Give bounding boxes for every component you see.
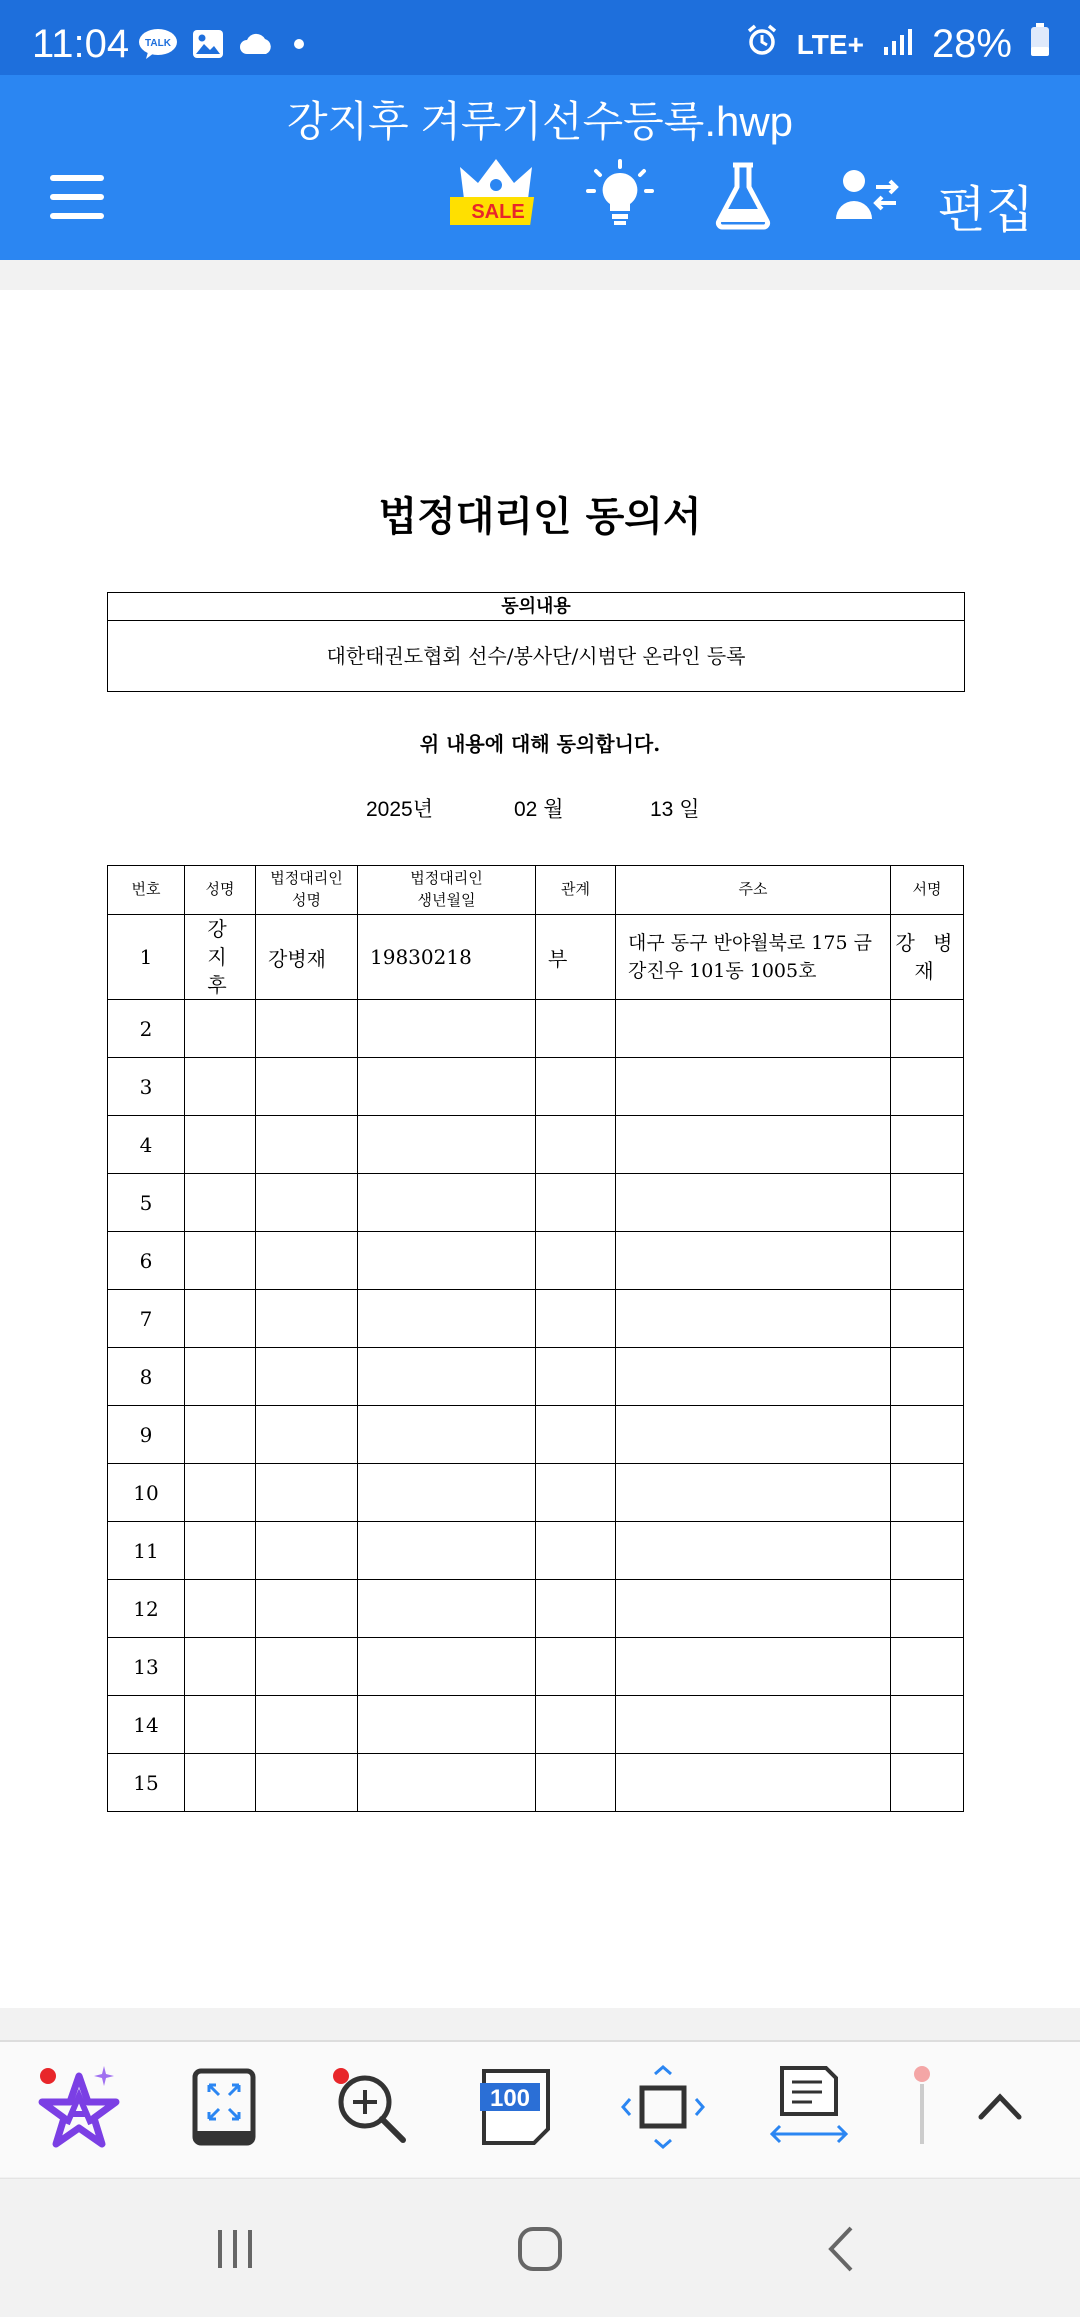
table-row xyxy=(108,1116,964,1174)
cell-no: 4 xyxy=(108,1116,185,1174)
cell-guardian-name xyxy=(256,1116,358,1174)
table-row xyxy=(108,1058,964,1116)
cell-guardian-name xyxy=(256,1638,358,1696)
cell-guardian-name xyxy=(256,1580,358,1638)
cell-guardian-name: 강병재 xyxy=(256,915,358,1000)
cell-guardian-birth xyxy=(358,1116,536,1174)
cloud-notification-icon xyxy=(238,32,274,61)
cell-no: 9 xyxy=(108,1406,185,1464)
cell-signature xyxy=(891,1406,964,1464)
cell-no: 11 xyxy=(108,1522,185,1580)
system-nav-bar xyxy=(0,2178,1080,2317)
agree-statement: 위 내용에 대해 동의합니다. xyxy=(419,732,661,756)
cell-name xyxy=(185,1000,256,1058)
header-no: 번호 xyxy=(108,866,185,915)
cell-guardian-birth xyxy=(358,1058,536,1116)
table-header-row xyxy=(108,866,964,915)
cell-guardian-name xyxy=(256,1348,358,1406)
table-row xyxy=(108,1000,964,1058)
header-guardian-name: 법정대리인 성명 xyxy=(256,866,358,915)
consent-header: 동의내용 xyxy=(108,593,964,621)
cell-guardian-name xyxy=(256,1174,358,1232)
consent-body: 대한태권도협회 선수/봉사단/시범단 온라인 등록 xyxy=(326,644,746,668)
status-time: 11:04 xyxy=(32,22,130,66)
cell-relation xyxy=(536,1348,616,1406)
cell-relation xyxy=(536,1232,616,1290)
cell-no: 14 xyxy=(108,1696,185,1754)
cell-address xyxy=(616,1696,891,1754)
chevron-up-icon[interactable] xyxy=(970,2062,1030,2152)
cell-no: 3 xyxy=(108,1058,185,1116)
cell-address xyxy=(616,1406,891,1464)
cell-address xyxy=(616,1638,891,1696)
battery-icon xyxy=(1030,22,1050,67)
cell-address: 대구 동구 반야월북로 175 금강진우 101동 1005호 xyxy=(616,915,891,1000)
cell-guardian-birth xyxy=(358,1232,536,1290)
cell-signature xyxy=(891,1116,964,1174)
cell-name: 강 지 후 xyxy=(185,915,256,1000)
cell-relation xyxy=(536,1754,616,1812)
premium-sale-button[interactable] xyxy=(450,155,542,235)
fit-screen-icon[interactable] xyxy=(184,2062,264,2152)
cell-relation xyxy=(536,1116,616,1174)
back-icon[interactable] xyxy=(812,2221,872,2277)
cell-relation xyxy=(536,1000,616,1058)
table-row xyxy=(108,1464,964,1522)
cell-address xyxy=(616,1348,891,1406)
cell-relation xyxy=(536,1522,616,1580)
cell-signature xyxy=(891,1348,964,1406)
header-guardian-birth: 법정대리인 생년월일 xyxy=(358,866,536,915)
cell-no: 8 xyxy=(108,1348,185,1406)
table-row xyxy=(108,1290,964,1348)
cell-signature xyxy=(891,1696,964,1754)
cell-relation xyxy=(536,1058,616,1116)
cell-address xyxy=(616,1464,891,1522)
menu-icon[interactable] xyxy=(50,175,104,219)
more-notifications-dot-icon xyxy=(288,33,310,60)
cell-name xyxy=(185,1290,256,1348)
cell-guardian-birth xyxy=(358,1638,536,1696)
cell-guardian-name xyxy=(256,1058,358,1116)
cell-signature xyxy=(891,1638,964,1696)
cell-no: 10 xyxy=(108,1464,185,1522)
cell-guardian-name xyxy=(256,1522,358,1580)
cell-signature xyxy=(891,1058,964,1116)
cell-signature xyxy=(891,1290,964,1348)
cell-address xyxy=(616,1174,891,1232)
app-bar xyxy=(0,75,1080,260)
cell-guardian-birth xyxy=(358,1464,536,1522)
table-row xyxy=(108,915,964,1000)
cell-guardian-name xyxy=(256,1754,358,1812)
cell-name xyxy=(185,1638,256,1696)
cell-address xyxy=(616,1116,891,1174)
alarm-icon xyxy=(745,22,779,67)
cell-guardian-birth xyxy=(358,1290,536,1348)
document-title: 강지후 겨루기선수등록.hwp xyxy=(286,98,794,145)
svg-text:TALK: TALK xyxy=(145,38,171,49)
cell-relation: 부 xyxy=(536,915,616,1000)
cell-name xyxy=(185,1696,256,1754)
status-bar xyxy=(0,0,1080,75)
cell-name xyxy=(185,1580,256,1638)
cell-guardian-birth xyxy=(358,1174,536,1232)
cell-name xyxy=(185,1754,256,1812)
cell-signature xyxy=(891,1000,964,1058)
table-row xyxy=(108,1638,964,1696)
cell-guardian-birth xyxy=(358,1754,536,1812)
ai-assistant-icon[interactable] xyxy=(34,2062,124,2152)
page-gap xyxy=(0,260,1080,290)
home-icon[interactable] xyxy=(510,2221,570,2277)
cell-name xyxy=(185,1174,256,1232)
date-day: 13 일 xyxy=(650,798,700,821)
cell-name xyxy=(185,1116,256,1174)
cell-relation xyxy=(536,1638,616,1696)
flask-icon[interactable] xyxy=(710,155,776,235)
document-heading: 법정대리인 동의서 xyxy=(378,493,702,540)
cell-guardian-name xyxy=(256,1000,358,1058)
cell-guardian-name xyxy=(256,1232,358,1290)
signature-table xyxy=(107,865,964,1812)
cell-signature xyxy=(891,1174,964,1232)
table-row xyxy=(108,1522,964,1580)
cell-guardian-name xyxy=(256,1406,358,1464)
cell-relation xyxy=(536,1290,616,1348)
cell-guardian-birth xyxy=(358,1348,536,1406)
cell-no: 7 xyxy=(108,1290,185,1348)
header-name: 성명 xyxy=(185,866,256,915)
cell-relation xyxy=(536,1174,616,1232)
table-row xyxy=(108,1754,964,1812)
cell-relation xyxy=(536,1696,616,1754)
cell-signature xyxy=(891,1580,964,1638)
battery-percent: 28% xyxy=(931,22,1012,66)
cell-no: 12 xyxy=(108,1580,185,1638)
cell-guardian-name xyxy=(256,1290,358,1348)
signal-strength-icon xyxy=(882,22,914,67)
consent-box xyxy=(107,592,965,692)
document-page[interactable] xyxy=(0,290,1080,2008)
cell-signature: 강 병 재 xyxy=(891,915,964,1000)
cell-address xyxy=(616,1522,891,1580)
zoom-100-badge: 100 xyxy=(489,2085,531,2112)
cell-relation xyxy=(536,1406,616,1464)
cell-guardian-birth xyxy=(358,1000,536,1058)
cell-guardian-birth xyxy=(358,1522,536,1580)
fit-width-icon[interactable] xyxy=(766,2062,852,2152)
cell-guardian-birth xyxy=(358,1580,536,1638)
cell-address xyxy=(616,1058,891,1116)
cell-address xyxy=(616,1290,891,1348)
header-address: 주소 xyxy=(616,866,891,915)
cell-no: 6 xyxy=(108,1232,185,1290)
table-row xyxy=(108,1348,964,1406)
recent-apps-icon[interactable] xyxy=(205,2221,265,2277)
header-relation: 관계 xyxy=(536,866,616,915)
cell-signature xyxy=(891,1232,964,1290)
lightbulb-icon[interactable] xyxy=(584,155,656,235)
cell-signature xyxy=(891,1522,964,1580)
cell-name xyxy=(185,1406,256,1464)
date-month: 02 월 xyxy=(514,798,564,821)
gallery-notification-icon xyxy=(192,29,224,64)
cell-relation xyxy=(536,1464,616,1522)
cell-guardian-name xyxy=(256,1464,358,1522)
kakaotalk-notification-icon xyxy=(138,28,178,65)
cell-signature xyxy=(891,1754,964,1812)
cell-signature xyxy=(891,1464,964,1522)
table-row xyxy=(108,1174,964,1232)
cell-no: 1 xyxy=(108,915,185,1000)
cell-address xyxy=(616,1232,891,1290)
switch-user-icon[interactable] xyxy=(834,155,900,235)
cell-no: 5 xyxy=(108,1174,185,1232)
cell-no: 2 xyxy=(108,1000,185,1058)
cell-name xyxy=(185,1522,256,1580)
table-row xyxy=(108,1406,964,1464)
zoom-in-icon[interactable] xyxy=(325,2062,415,2152)
sale-badge-text: SALE xyxy=(471,201,525,223)
cell-address xyxy=(616,1580,891,1638)
cell-address xyxy=(616,1000,891,1058)
cell-guardian-name xyxy=(256,1696,358,1754)
date-year: 2025년 xyxy=(366,798,434,821)
cell-name xyxy=(185,1232,256,1290)
cell-guardian-birth: 19830218 xyxy=(358,915,536,1000)
cell-name xyxy=(185,1464,256,1522)
fit-page-icon[interactable] xyxy=(620,2062,706,2152)
cell-no: 15 xyxy=(108,1754,185,1812)
bottom-toolbar xyxy=(0,2040,1080,2177)
zoom-100-icon[interactable] xyxy=(476,2062,556,2152)
cell-relation xyxy=(536,1580,616,1638)
header-signature: 서명 xyxy=(891,866,964,915)
cell-name xyxy=(185,1348,256,1406)
more-tools-partial-icon[interactable] xyxy=(908,2062,936,2152)
cell-name xyxy=(185,1058,256,1116)
network-type-indicator: LTE+ xyxy=(796,28,864,60)
edit-button[interactable]: 편집 xyxy=(937,182,1034,238)
table-row xyxy=(108,1696,964,1754)
table-row xyxy=(108,1580,964,1638)
cell-no: 13 xyxy=(108,1638,185,1696)
cell-guardian-birth xyxy=(358,1696,536,1754)
cell-address xyxy=(616,1754,891,1812)
cell-guardian-birth xyxy=(358,1406,536,1464)
table-row xyxy=(108,1232,964,1290)
